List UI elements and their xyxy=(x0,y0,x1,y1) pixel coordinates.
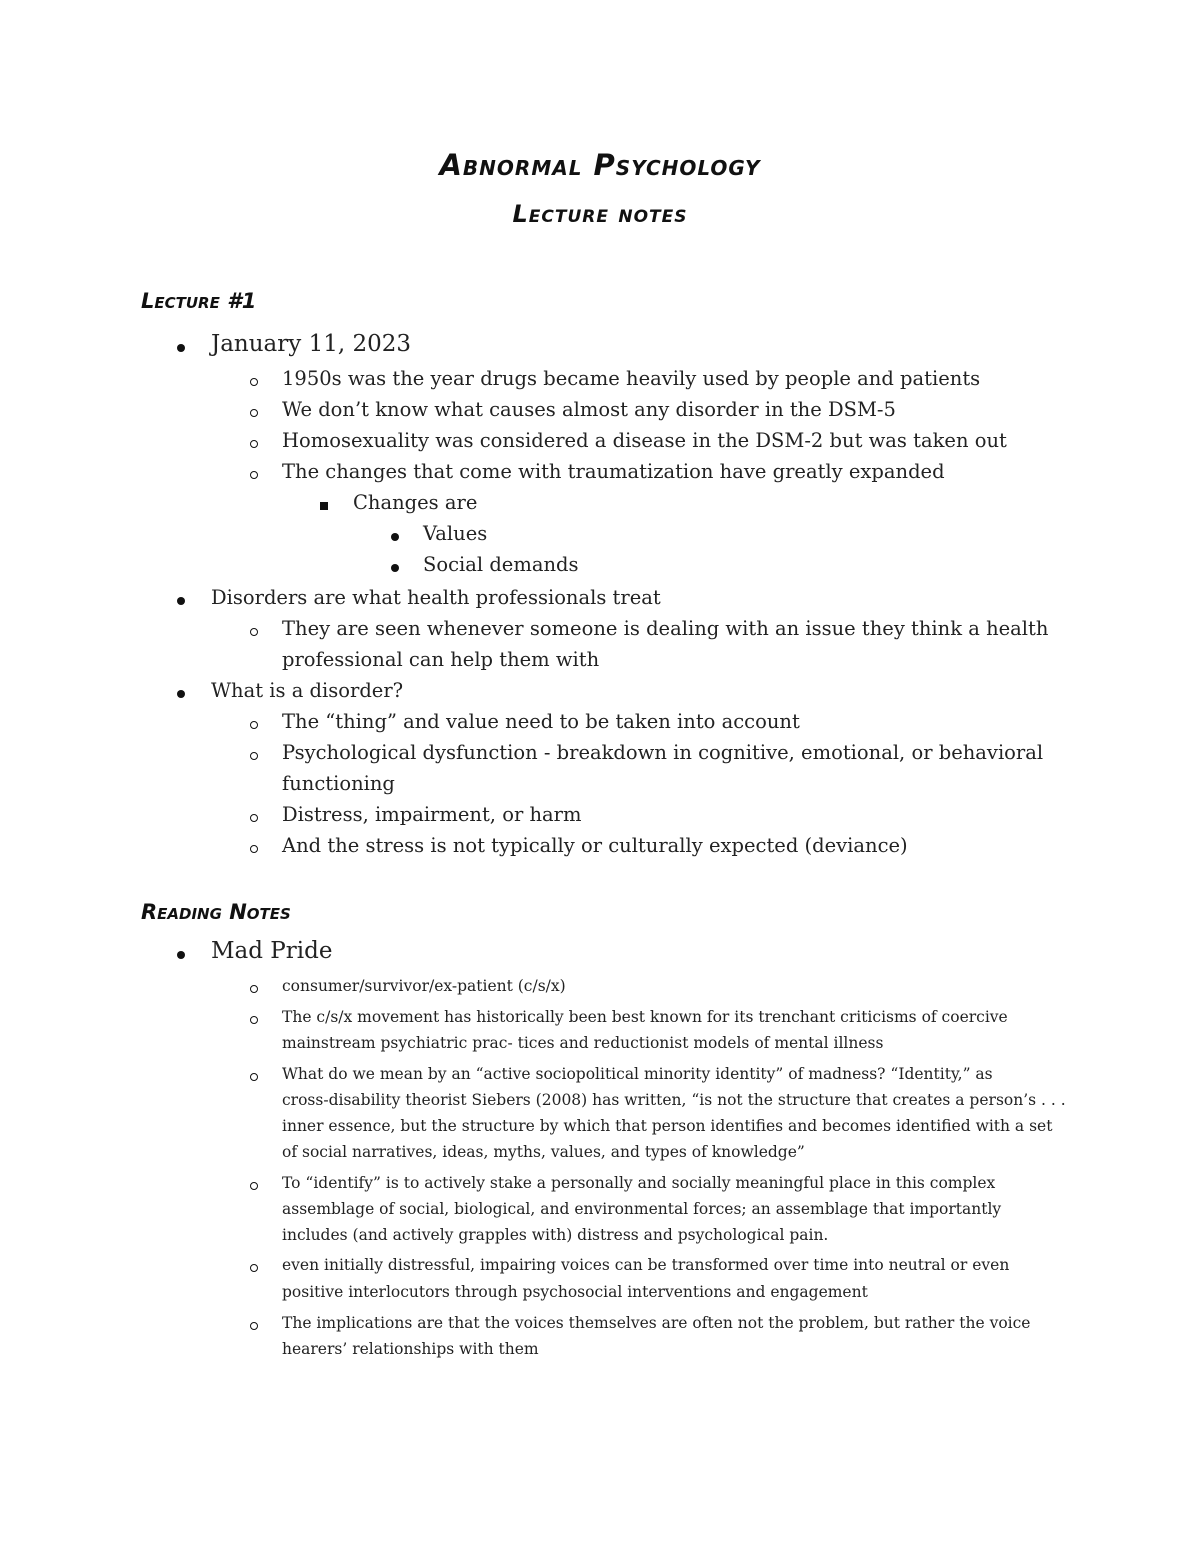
document-subtitle: Lecture notes xyxy=(512,200,688,228)
list-item xyxy=(0,1256,1200,1274)
list-item-continuation xyxy=(0,1340,1200,1358)
list-item-text: Homosexuality was considered a disease in the DSM-2 but was taken out xyxy=(282,429,1007,452)
list-item-continuation xyxy=(0,1143,1200,1161)
list-item-text: Disorders are what health professionals treat xyxy=(211,586,661,609)
list-item xyxy=(0,491,1200,514)
bullet-icon xyxy=(177,597,185,605)
list-item-text: inner essence, but the structure by which that person identifies and becomes identified with a set xyxy=(282,1117,1053,1135)
list-item-text: positive interlocutors through psychosocial interventions and engagement xyxy=(282,1283,868,1301)
list-item-text: What do we mean by an “active sociopolitical minority identity” of madness? “Identity,” as xyxy=(282,1065,993,1083)
list-item xyxy=(0,977,1200,995)
list-item-text: of social narratives, ideas, myths, values, and types of knowledge” xyxy=(282,1143,805,1161)
lecture-heading: Lecture #1 xyxy=(141,289,257,313)
list-item xyxy=(0,367,1200,390)
list-item xyxy=(0,710,1200,733)
circle-bullet-icon xyxy=(250,721,258,729)
list-item-text: Changes are xyxy=(353,491,478,514)
list-item-text: consumer/survivor/ex-patient (c/s/x) xyxy=(282,977,566,995)
circle-bullet-icon xyxy=(250,440,258,448)
list-item xyxy=(0,460,1200,483)
list-item-text: What is a disorder? xyxy=(211,679,404,702)
list-item xyxy=(0,679,1200,702)
list-item-text: Distress, impairment, or harm xyxy=(282,803,582,826)
list-item-text: Values xyxy=(423,522,488,545)
list-item xyxy=(0,586,1200,609)
circle-bullet-icon xyxy=(250,845,258,853)
list-item-continuation xyxy=(0,772,1200,795)
list-item-text: The “thing” and value need to be taken into account xyxy=(282,710,800,733)
list-item-continuation xyxy=(0,1200,1200,1218)
list-item-continuation xyxy=(0,648,1200,671)
list-item-text: To “identify” is to actively stake a personally and socially meaningful place in this complex xyxy=(282,1174,996,1192)
bullet-icon xyxy=(391,533,399,541)
list-item xyxy=(0,429,1200,452)
list-item xyxy=(0,331,1200,357)
list-item xyxy=(0,834,1200,857)
list-item-continuation xyxy=(0,1226,1200,1244)
bullet-icon xyxy=(177,344,185,352)
list-item xyxy=(0,1065,1200,1083)
list-item-text: Psychological dysfunction - breakdown in cognitive, emotional, or behavioral xyxy=(282,741,1044,764)
list-item-text: professional can help them with xyxy=(282,648,600,671)
circle-bullet-icon xyxy=(250,985,258,993)
list-item xyxy=(0,938,1200,964)
list-item-text: hearers’ relationships with them xyxy=(282,1340,539,1358)
list-item-text: 1950s was the year drugs became heavily used by people and patients xyxy=(282,367,981,390)
circle-bullet-icon xyxy=(250,409,258,417)
circle-bullet-icon xyxy=(250,1322,258,1330)
reading-topic: Mad Pride xyxy=(211,938,333,964)
reading-heading: Reading Notes xyxy=(141,900,291,924)
list-item xyxy=(0,1174,1200,1192)
list-item-text: cross-disability theorist Siebers (2008) has written, “is not the structure that creates a person’s . . . xyxy=(282,1091,1066,1109)
list-item xyxy=(0,398,1200,421)
circle-bullet-icon xyxy=(250,1264,258,1272)
circle-bullet-icon xyxy=(250,1016,258,1024)
bullet-icon xyxy=(391,564,399,572)
list-item xyxy=(0,803,1200,826)
document-title: Abnormal Psychology xyxy=(439,148,761,182)
list-item-continuation xyxy=(0,1034,1200,1052)
list-item-text: even initially distressful, impairing voices can be transformed over time into neutral or even xyxy=(282,1256,1010,1274)
list-item-continuation xyxy=(0,1091,1200,1109)
list-item xyxy=(0,1008,1200,1026)
lecture-date: January 11, 2023 xyxy=(211,331,411,357)
circle-bullet-icon xyxy=(250,471,258,479)
list-item xyxy=(0,522,1200,545)
circle-bullet-icon xyxy=(250,1182,258,1190)
list-item-text: Social demands xyxy=(423,553,579,576)
list-item-text: The c/s/x movement has historically been best known for its trenchant criticisms of coercive xyxy=(282,1008,1008,1026)
list-item-text: includes (and actively grapples with) distress and psychological pain. xyxy=(282,1226,829,1244)
bullet-icon xyxy=(177,951,185,959)
square-bullet-icon xyxy=(320,502,328,510)
circle-bullet-icon xyxy=(250,628,258,636)
circle-bullet-icon xyxy=(250,752,258,760)
list-item-continuation xyxy=(0,1283,1200,1301)
bullet-icon xyxy=(177,690,185,698)
list-item xyxy=(0,553,1200,576)
list-item xyxy=(0,617,1200,640)
list-item xyxy=(0,1314,1200,1332)
circle-bullet-icon xyxy=(250,814,258,822)
list-item-text: functioning xyxy=(282,772,395,795)
list-item-text: assemblage of social, biological, and environmental forces; an assemblage that importantly xyxy=(282,1200,1002,1218)
list-item-text: And the stress is not typically or culturally expected (deviance) xyxy=(282,834,908,857)
list-item xyxy=(0,741,1200,764)
list-item-text: The implications are that the voices themselves are often not the problem, but rather the voice xyxy=(282,1314,1031,1332)
list-item-text: mainstream psychiatric prac- tices and reductionist models of mental illness xyxy=(282,1034,884,1052)
list-item-continuation xyxy=(0,1117,1200,1135)
list-item-text: We don’t know what causes almost any disorder in the DSM-5 xyxy=(282,398,896,421)
circle-bullet-icon xyxy=(250,378,258,386)
list-item-text: The changes that come with traumatization have greatly expanded xyxy=(282,460,945,483)
circle-bullet-icon xyxy=(250,1073,258,1081)
list-item-text: They are seen whenever someone is dealing with an issue they think a health xyxy=(282,617,1049,640)
